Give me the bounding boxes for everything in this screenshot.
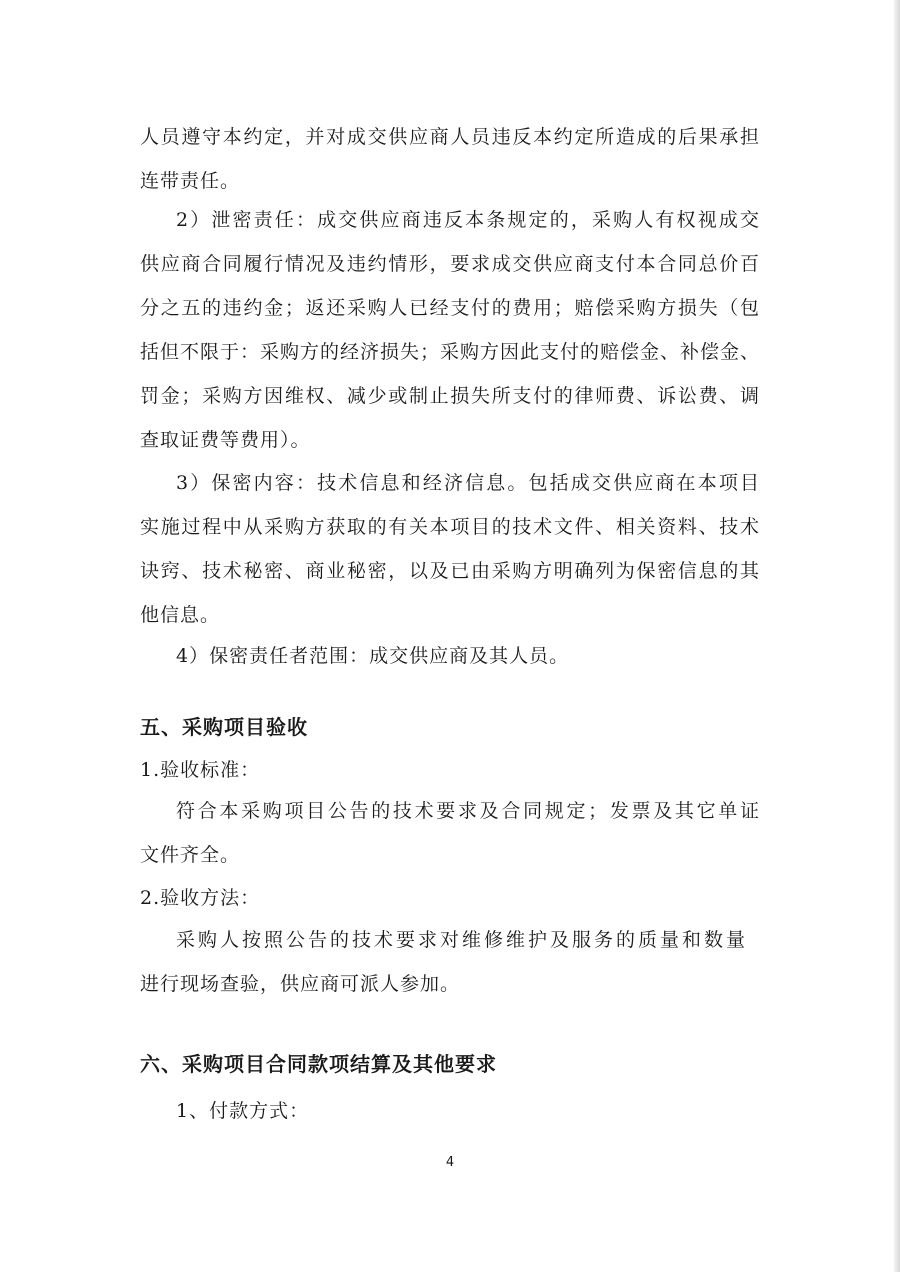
- subsection-label: 2.验收方法：: [140, 887, 261, 909]
- subsection-label: 1.验收标准：: [140, 759, 261, 781]
- page-number: 4: [445, 1155, 455, 1170]
- body-text-line: 采购人按照公告的技术要求对维修维护及服务的质量和数量: [176, 929, 746, 951]
- body-text-line: 分之五的违约金；返还采购人已经支付的费用；赔偿采购方损失（包: [140, 297, 760, 319]
- body-text-line: 括但不限于：采购方的经济损失；采购方因此支付的赔偿金、补偿金、: [140, 341, 761, 363]
- body-text-line: 3）保密内容：技术信息和经济信息。包括成交供应商在本项目: [176, 472, 760, 494]
- body-text-line: 进行现场查验，供应商可派人参加。: [140, 973, 461, 995]
- body-text-line: 实施过程中从采购方获取的有关本项目的技术文件、相关资料、技术: [140, 516, 760, 538]
- body-text-line: 人员遵守本约定，并对成交供应商人员违反本约定所造成的后果承担: [140, 126, 760, 148]
- section-heading: 五、采购项目验收: [140, 715, 308, 739]
- body-text-line: 供应商合同履行情况及违约情形，要求成交供应商支付本合同总价百: [140, 253, 760, 275]
- body-text-line: 罚金；采购方因维权、减少或制止损失所支付的律师费、诉讼费、调: [140, 385, 760, 407]
- body-text-line: 查取证费等费用）。: [140, 429, 311, 451]
- section-heading: 六、采购项目合同款项结算及其他要求: [140, 1052, 497, 1076]
- body-text-line: 他信息。: [140, 604, 221, 626]
- body-text-line: 2）泄密责任：成交供应商违反本条规定的，采购人有权视成交: [176, 209, 760, 231]
- body-text-line: 符合本采购项目公告的技术要求及合同规定；发票及其它单证: [176, 800, 760, 822]
- scan-edge: [894, 0, 900, 1272]
- body-text-line: 连带责任。: [140, 170, 241, 192]
- body-text-line: 诀窍、技术秘密、商业秘密，以及已由采购方明确列为保密信息的其: [140, 560, 760, 582]
- subsection-label: 1、付款方式：: [176, 1100, 310, 1122]
- body-text-line: 4）保密责任者范围：成交供应商及其人员。: [176, 645, 570, 667]
- body-text-line: 文件齐全。: [140, 844, 241, 866]
